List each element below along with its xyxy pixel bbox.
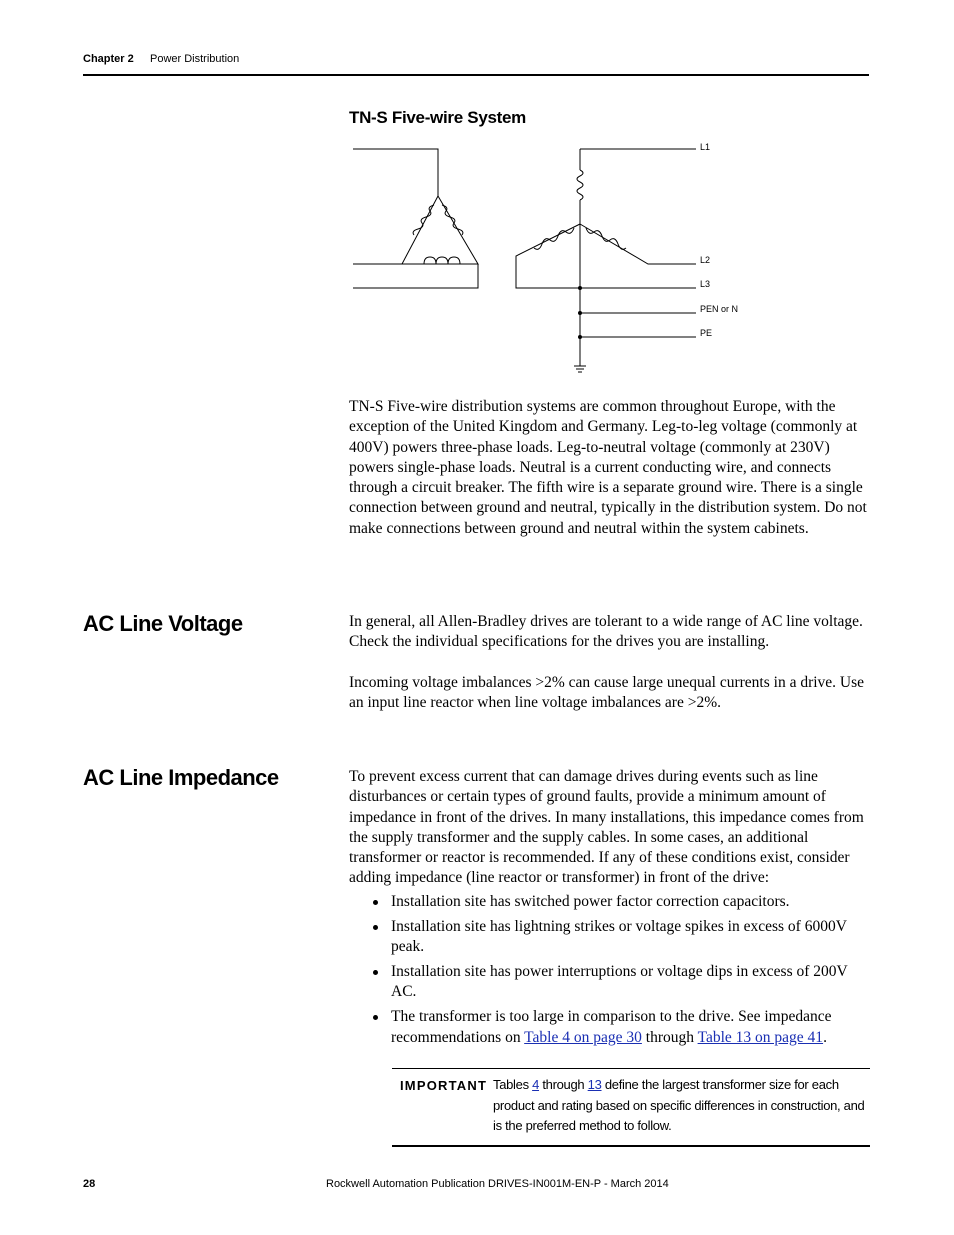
wye-left-leg [516,224,696,288]
list-item [371,892,869,912]
junction-pe [578,335,582,339]
list-item-text-middle: through [641,1028,698,1046]
coil-bottom [424,257,460,264]
table-13-short-link[interactable]: 13 [587,1077,602,1092]
label-l2: L2 [700,255,711,265]
ac-line-impedance-para: To prevent excess current that can damage drives during events such as line disturbances or certain types of ground faults, provide a minimum amount of impedance in front of the drives. In many installations, this impedance comes from the supply transformer and the supply cables. In some cases, an additional transformer or reactor is recommended. If any of these conditions exist, consider adding impedance (line reactor or transformer) in front of the drive: [349,768,864,887]
label-pen: PEN or N [700,304,739,314]
important-text-middle: through [539,1077,588,1092]
junction-l3 [578,286,582,290]
delta-triangle [402,196,478,264]
label-pe: PE [700,328,713,338]
list-item-text: Installation site has power interruptions or voltage dips in excess of 200V AC. [391,963,848,1001]
bullet-dot [373,970,378,975]
label-l1: L1 [700,142,711,152]
bullet-dot [373,1015,378,1020]
header-rule [83,74,869,76]
important-label: IMPORTANT [400,1078,488,1093]
coil-wye-top [577,170,583,200]
list-item [371,962,869,1003]
diagram-title: TN-S Five-wire System [349,108,526,127]
chapter-label: Chapter 2 [83,53,134,65]
ac-line-voltage-heading: AC Line Voltage [83,611,243,636]
ground-symbol [574,366,586,372]
page-number: 28 [83,1178,96,1190]
list-item [371,1007,869,1048]
ac-line-voltage-para-1: In general, all Allen-Bradley drives are tolerant to a wide range of AC line voltage. Check the individual specifications for the drives you are installing. [349,613,863,651]
bullet-dot [373,900,378,905]
table-4-short-link[interactable]: 4 [532,1077,540,1092]
label-l3: L3 [700,279,711,289]
table-4-link[interactable]: Table 4 on page 30 [524,1028,642,1046]
tn-s-description: TN-S Five-wire distribution systems are common throughout Europe, with the exception of the United Kingdom and Germany. Leg-to-leg voltage (commonly at 400V) powers three-phase loads. Leg-to-neutral voltage (commonly at 230V) powers single-phase loads. Neutral is a current conducting wire, and connects through a circuit breaker. The fifth wire is a separate ground wire. There is a single connection between ground and neutral, typically in the distribution system. Do not make connections between ground and neutral within the system cabinets. [349,398,867,537]
ac-line-impedance-heading: AC Line Impedance [83,765,279,790]
tn-s-wiring-diagram [340,135,760,380]
list-item-text: Installation site has lightning strikes or voltage spikes in excess of 6000V peak. [391,917,847,956]
wye-right-leg [580,224,696,264]
important-text [493,1075,871,1137]
list-item [371,917,869,958]
list-item-text-before: The transformer is too large in comparison to the drive. See impedance recommendations on [391,1008,832,1046]
coil-wye-left [534,228,574,249]
left-wire-l3 [353,264,478,288]
list-item-text: Installation site has switched power factor correction capacitors. [391,893,790,910]
important-text-before: Tables [493,1077,533,1092]
bullet-dot [373,925,378,930]
important-text-after: define the largest transformer size for each product and rating based on specific differences in construction, and is the preferred method to follow. [493,1077,865,1133]
left-wire-top [353,149,438,196]
chapter-title: Power Distribution [150,53,240,65]
junction-pen [578,311,582,315]
publication-info: Rockwell Automation Publication DRIVES-IN001M-EN-P - March 2014 [326,1178,669,1190]
impedance-conditions-list [371,892,869,1052]
ac-line-voltage-para-2: Incoming voltage imbalances >2% can cause large unequal currents in a drive. Use an input line reactor when line voltage imbalances are >2%. [349,674,865,712]
list-item-text-after: . [823,1028,827,1046]
table-13-link[interactable]: Table 13 on page 41 [697,1028,824,1046]
